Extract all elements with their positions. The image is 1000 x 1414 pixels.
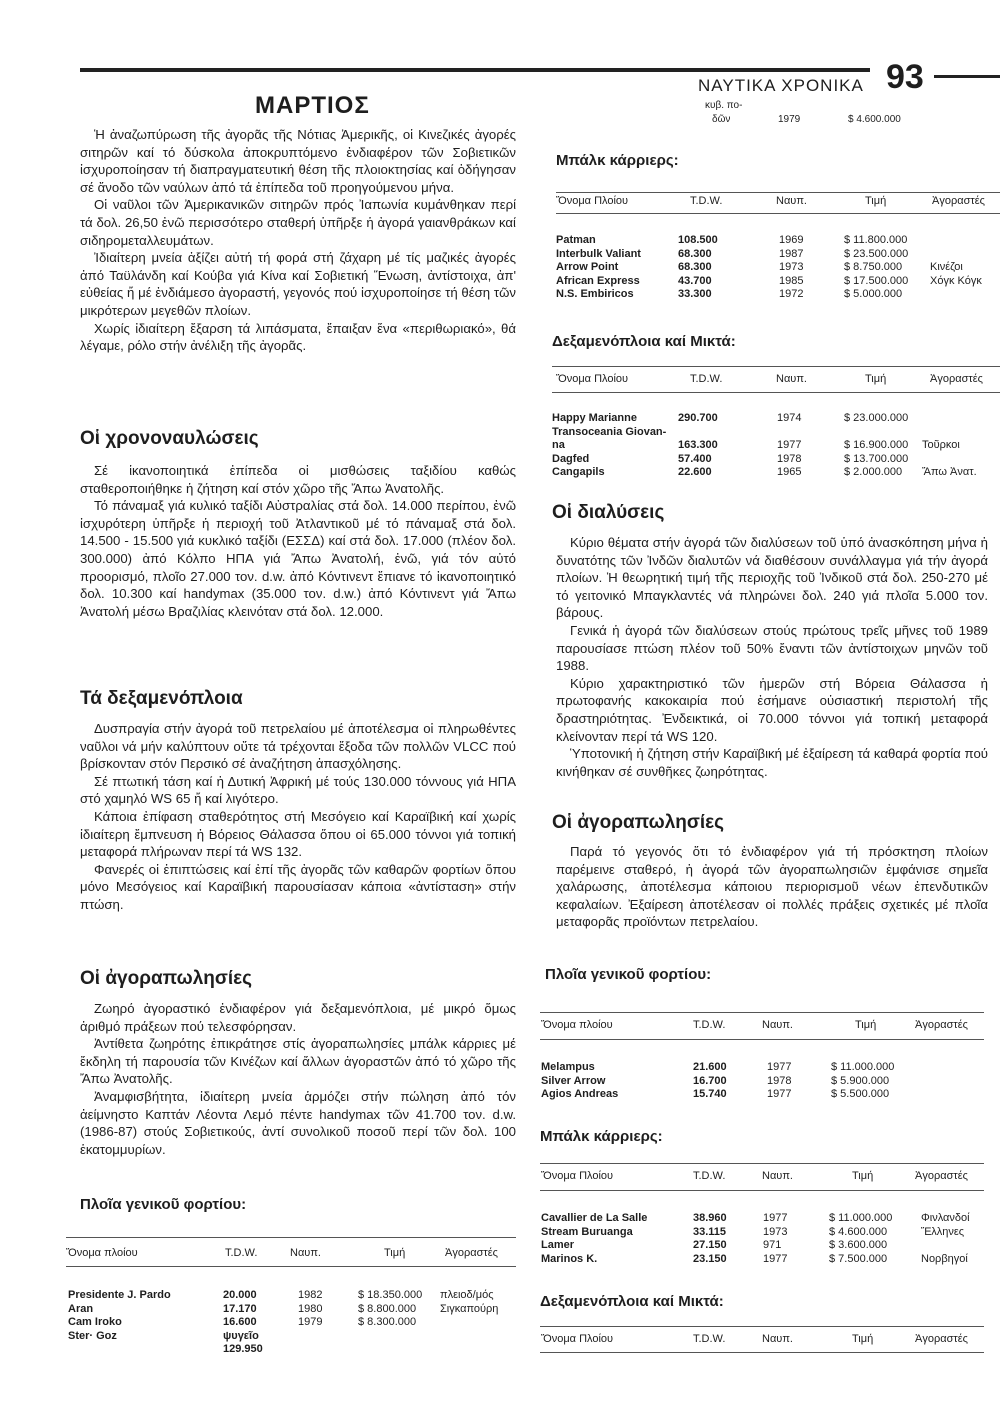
cell-ship-name: Agios Andreas <box>541 1088 619 1100</box>
col-header-name: Ὄνομα πλοίου <box>541 1019 613 1031</box>
section-paragraph: Ἀντίθετα ζωηρότης ἐπικράτησε στίς ἀγοραπωλησίες μπάλκ κάρριες μέ ἔκδηλη τή παρουσία τῶν Κινέζων καί ἄλλων ἀγοραστῶν ἀπό τό χῶρο τῆς Ἄπω Ἀνατολῆς. <box>80 1036 516 1087</box>
col-header-name: Ὄνομα πλοίου <box>66 1247 138 1259</box>
col-header-built: Ναυπ. <box>762 1019 793 1031</box>
cell-built: 1987 <box>779 247 804 260</box>
table-rule <box>66 1266 516 1267</box>
cell-price: $ 2.000.000 <box>844 466 903 478</box>
cell-price: $ 13.700.000 <box>844 452 909 465</box>
section-title-tankers: Τά δεξαμενόπλοια <box>80 688 243 709</box>
col-header-price: Τιμή <box>384 1247 406 1259</box>
section-paragraph: Σέ πτωτική τάση καί ἡ Δυτική Ἀφρική μέ τούς 130.000 τόννους γιά ΗΠΑ στό χαμηλό WS 65 ἤ καί λιγότερο. <box>80 773 516 807</box>
col-header-dwt: T.D.W. <box>225 1247 258 1259</box>
header-rule-left <box>80 68 870 72</box>
col-header-buyer: Ἀγοραστές <box>915 1170 968 1182</box>
tankers-text <box>80 720 516 914</box>
table-row <box>556 248 996 262</box>
section-paragraph: Τό πάναμαξ γιά κυλικό ταξίδι Αὐστραλίας στά δολ. 14.000 περίπου, ἐνῶ ἰσχυρότερη ὑπῆρξε ἡ περιοχή τοῦ Ἀτλαντικοῦ μέ τό πάναμαξ στά δολ. 14.500 - 15.500 γιά κυκλικό ταξίδι (ΕΣΣΔ) καί στά δολ. 17.000 (πλέον δολ. 300.000) ἀπό Κόλπο ΗΠΑ γιά Ἄπω Ἀνατολή, ἐνῶ, γιά τόν αὐτό προορισμό, πλοῖο 27.000 τον. d.w. ἀπό Κόντινεντ ἔπιανε τό ἱκανοποιητικό δολ. 10.300 καί handymax (35.000 τον. d.w.) ἀπό Κόντινεντ γιά Ἄπω Ἀνατολή μέσω Βραζιλίας κλεινόταν στά δολ. 12.000. <box>80 498 516 619</box>
cell-built: 1977 <box>763 1252 788 1265</box>
cell-dwt: 290.700 <box>678 412 718 424</box>
section-paragraph: Γενικά ἡ ἀγορά τῶν διαλύσεων στούς πρώτους τρεῖς μῆνες τοῦ 1989 παρουσίασε πτώση πλέον τοῦ 50% ἔναντι τῶν ἀντίστοιχων μηνῶν τοῦ 1988. <box>556 622 988 674</box>
table-rule <box>540 1163 984 1164</box>
table-title-general-cargo-left: Πλοῖα γενικοῦ φορτίου: <box>80 1196 247 1213</box>
cell-ship-name: Stream Buruanga <box>541 1225 633 1238</box>
table-row <box>556 275 996 289</box>
cell-dwt: 163.300 <box>678 439 718 451</box>
carryover-price: $ 4.600.000 <box>848 114 901 125</box>
cell-built: 1973 <box>779 261 804 273</box>
cell-buyer: Ἄπω Ἀνατ. <box>922 466 977 478</box>
col-header-built: Ναυπ. <box>762 1170 793 1182</box>
intro-paragraph: Ἡ ἀναζωπύρωση τῆς ἀγορᾶς τῆς Νότιας Ἀμερικῆς, οἱ Κινεζικές ἀγορές σιτηρῶν καί τό δύσκολα ἀποκρυπτόμενο ἐνδιαφέρον τῶν Σοβιετικῶν ἰσχυροποίησαν τή διαπραγματευτική θέση τῆς πλοιοκτησίας καί ὁδήγησαν σέ ἄνοδο τῶν ναύλων ἀπό τά ἐπίπεδα τοῦ προηγούμενου μήνα. <box>80 127 516 195</box>
table-rule <box>552 392 1000 393</box>
col-header-buyer: Ἀγοραστές <box>915 1333 968 1345</box>
cell-ship-name: Cavallier de La Salle <box>541 1212 648 1224</box>
intro-paragraph: Οἱ ναῦλοι τῶν Ἀμερικανικῶν σιτηρῶν πρός Ἰαπωνία κυμάνθηκαν περί τά δολ. 26,50 ἐνῶ περισσότερο σταθερή ὑπῆρξε ἡ ἀγορά γαιανθράκων καί σιδηρομεταλλευμάτων. <box>80 197 516 248</box>
cell-ship-name: Cangapils <box>552 466 605 478</box>
col-header-buyer: Ἀγοραστές <box>932 195 985 207</box>
cell-price: $ 23.000.000 <box>844 412 909 424</box>
table-title-tankers-2: Δεξαμενόπλοια καί Μικτά: <box>540 1293 724 1310</box>
cell-dwt: 108.500 <box>678 234 718 246</box>
carryover-year: 1979 <box>778 114 801 125</box>
table-row <box>556 288 996 302</box>
cell-ship-name: Cam Iroko <box>68 1316 122 1328</box>
cell-buyer: Νορβηγοί <box>921 1252 968 1265</box>
col-header-price: Τιμή <box>852 1333 874 1345</box>
cell-ship-name: Arrow Point <box>556 261 619 273</box>
cell-ship-name: Patman <box>556 234 596 246</box>
cell-dwt: 57.400 <box>678 452 712 465</box>
sales-left-text <box>80 1000 516 1158</box>
table-rule <box>540 1352 984 1353</box>
cell-built: 1977 <box>767 1088 792 1100</box>
cell-price: $ 8.800.000 <box>358 1302 417 1315</box>
cell-built: 1978 <box>777 452 802 465</box>
col-header-dwt: T.D.W. <box>693 1170 726 1182</box>
cell-buyer: Χόγκ Κόγκ <box>930 274 982 287</box>
col-header-dwt: T.D.W. <box>693 1333 726 1345</box>
section-title-time-charters: Οἱ χρονοναυλώσεις <box>80 428 259 449</box>
cell-price: $ 7.500.000 <box>829 1252 888 1265</box>
cell-dwt: 43.700 <box>678 274 712 287</box>
cell-built: 971 <box>763 1239 782 1251</box>
table-rule <box>540 1039 984 1040</box>
col-header-dwt: T.D.W. <box>690 373 723 385</box>
cell-ship-name: Happy Marianne <box>552 412 637 424</box>
section-paragraph: Ζωηρό ἀγοραστικό ἐνδιαφέρον γιά δεξαμενόπλοια, μέ μικρό ὅμως ἀριθμό πράξεων πού τελεσφόρησαν. <box>80 1001 516 1034</box>
table-rule <box>552 366 1000 367</box>
col-header-price: Τιμή <box>865 195 887 207</box>
cell-price: $ 5.500.000 <box>831 1088 890 1100</box>
table-title-bulk-1: Μπάλκ κάρριερς: <box>556 152 679 169</box>
table-rule <box>556 213 1000 214</box>
cell-price: $ 11.000.000 <box>829 1212 893 1224</box>
cell-dwt: 20.000 <box>223 1289 257 1301</box>
cell-dwt: 16.700 <box>693 1074 727 1087</box>
col-header-name: Ὄνομα Πλοίου <box>556 195 629 207</box>
cell-ship-name: Lamer <box>541 1239 575 1251</box>
section-paragraph: Κάποια ἐπίφαση σταθερότητος στή Μεσόγειο καί Καραϊβική καί χωρίς ἰδιαίτερη ἔμπνευση ἡ Βόρειος Θάλασσα ὅπου οἱ 65.000 τόννοι γιά τοπική μεταφορά πλήρωναν περί τά WS 132. <box>80 808 516 860</box>
table-row <box>552 466 992 480</box>
col-header-dwt: T.D.W. <box>693 1019 726 1031</box>
cell-ship-name: African Express <box>556 274 640 287</box>
cell-price: $ 16.900.000 <box>844 439 909 451</box>
cell-price: $ 11.800.000 <box>844 234 908 246</box>
cell-dwt: 68.300 <box>678 261 712 273</box>
table-row <box>552 426 992 440</box>
section-paragraph: Κύριο χαρακτηριστικό τῶν ἡμερῶν στή Βόρεια Θάλασσα ἡ πρωτοφανής κακοκαιρία πού ἐσήμανε οὐσιαστική περιστολή τῆς δραστηριότητας. Ἐνδεικτικά, οἱ 70.000 τόννοι γιά τοπική μεταφορά κλείνονταν περί τά WS 120. <box>556 675 988 744</box>
cell-dwt: 68.300 <box>678 247 712 260</box>
cell-price: $ 4.600.000 <box>829 1225 888 1238</box>
table-rule <box>540 1190 984 1191</box>
cell-dwt: 16.600 <box>223 1316 257 1328</box>
cell-built: 1965 <box>777 466 802 478</box>
col-header-buyer: Ἀγοραστές <box>445 1247 498 1259</box>
cell-built: 1973 <box>763 1225 788 1238</box>
cell-buyer: Σιγκαπούρη <box>440 1302 499 1315</box>
cell-ship-name: Marinos K. <box>541 1252 598 1265</box>
sales-right-text <box>556 843 988 931</box>
cell-built: 1978 <box>767 1074 792 1087</box>
cell-dwt: 17.170 <box>223 1302 257 1315</box>
month-title: ΜΑΡΤΙΟΣ <box>255 92 370 119</box>
cell-price: $ 3.600.000 <box>829 1239 888 1251</box>
cell-ship-name: Interbulk Valiant <box>556 247 641 260</box>
header-rule-right <box>934 75 1000 78</box>
table-row <box>541 1253 981 1267</box>
section-paragraph: Παρά τό γεγονός ὅτι τό ἐνδιαφέρον γιά τή πρόσκτηση πλοίων παρέμεινε σταθερό, ἡ ἀγορά τῶν ἀγοραπωλησιῶν ἐμφάνισε σημεῖα χαλάρωσης, ἀποτέλεσμα κάποιου περιορισμοῦ νέων ἐπενδυτικῶν κεφαλαίων. Ἐξαίρεση ἀποτέλεσαν οἱ πολλές πράξεις σχετικές μέ πλοῖα μεταφορᾶς προϊόντων πετρελαίου. <box>556 844 988 930</box>
col-header-price: Τιμή <box>852 1170 874 1182</box>
section-paragraph: Ἀναμφισβήτητα, ἰδιαίτερη μνεία ἁρμόζει στήν πώληση ἀπό τόν ἀείμνηστο Καπτάν Λέοντα Λεμό πέντε handymax τῶν 41.700 τον. d.w. (1986-87) στούς Σοβιετικούς, ἀντί συνολικοῦ ποσοῦ περί τῶν δολ. 100 ἑκατομμυρίων. <box>80 1088 516 1157</box>
table-title-bulk-2: Μπάλκ κάρριερς: <box>540 1128 663 1145</box>
cell-built: 1977 <box>763 1212 788 1224</box>
cell-price: $ 17.500.000 <box>844 274 909 287</box>
cell-dwt: 33.300 <box>678 288 712 300</box>
cell-dwt: 27.150 <box>693 1239 727 1251</box>
col-header-price: Τιμή <box>865 373 887 385</box>
cell-built: 1982 <box>298 1289 323 1301</box>
table-row <box>68 1330 508 1344</box>
cell-buyer: Κινέζοι <box>930 261 963 273</box>
intro-paragraph: Ἰδιαίτερη μνεία ἀξίζει αὐτή τή φορά στή ζάχαρη μέ τίς μαζικές ἀγορές ἀπό Ταϋλάνδη καί Κούβα γιά Κίνα καί Σοβιετική Ἕνωση, ἀντίστοιχα, ἀπ' εὐθείας ἤ μέ ἐνδιάμεσο ἀγοραστή, γεγονός πού ἰσχυροποίησε τή θέση τῶν μικρότερων μεγεθῶν πλοίων. <box>80 250 516 318</box>
table-row <box>68 1289 508 1303</box>
table-rule <box>540 1326 984 1327</box>
col-header-built: Ναυπ. <box>762 1333 793 1345</box>
cell-price: $ 23.500.000 <box>844 247 909 260</box>
cell-ship-name: Ster· Goz <box>68 1329 117 1342</box>
section-title-sales-right: Οἱ ἀγοραπωλησίες <box>552 812 725 833</box>
cell-ship-name: Aran <box>68 1302 94 1315</box>
col-header-built: Ναυπ. <box>290 1247 321 1259</box>
cell-ship-name: Presidente J. Pardo <box>68 1289 171 1301</box>
cell-ship-name: Transoceania Giovan- <box>552 425 667 438</box>
cell-price: $ 8.750.000 <box>844 261 903 273</box>
table-title-tankers-1: Δεξαμενόπλοια καί Μικτά: <box>552 333 736 350</box>
col-header-built: Ναυπ. <box>776 195 807 207</box>
cell-price: $ 5.000.000 <box>844 288 903 300</box>
cell-ship-name: Silver Arrow <box>541 1074 606 1087</box>
cell-dwt: 33.115 <box>693 1225 727 1238</box>
table-row <box>541 1226 981 1240</box>
cell-built: 1980 <box>298 1302 323 1315</box>
table-title-general-cargo-right: Πλοῖα γενικοῦ φορτίου: <box>545 966 712 983</box>
cell-built: 1974 <box>777 412 802 424</box>
cell-built: 1979 <box>298 1316 323 1328</box>
section-paragraph: Σέ ἱκανοποιητικά ἐπίπεδα οἱ μισθώσεις ταξιδίου καθώς σταθεροποιήθηκε ἡ ζήτηση καί στόν χῶρο τῆς Ἄπω Ἀνατολῆς. <box>80 463 516 496</box>
demolition-text <box>556 534 988 780</box>
table-row <box>556 261 996 275</box>
table-row <box>68 1303 508 1317</box>
cell-built: 1985 <box>779 274 804 287</box>
cell-dwt: 23.150 <box>693 1252 727 1265</box>
table-row <box>541 1088 981 1102</box>
table-row <box>68 1316 508 1330</box>
section-paragraph: Ὑποτονική ἡ ζήτηση στήν Καραϊβική μέ ἐξαίρεση τά καθαρά φορτία πού κινήθηκαν σέ συνθῆκες ζωηρότητας. <box>556 746 988 779</box>
col-header-buyer: Ἀγοραστές <box>930 373 983 385</box>
cell-dwt: 129.950 <box>223 1343 263 1355</box>
carryover-line1: κυβ. πο- <box>705 100 743 111</box>
table-rule <box>540 1012 984 1013</box>
page-number: 93 <box>886 58 924 96</box>
section-title-demolition: Οἱ διαλύσεις <box>552 502 665 523</box>
cell-dwt: 21.600 <box>693 1061 727 1073</box>
cell-dwt: 38.960 <box>693 1212 727 1224</box>
col-header-name: Ὄνομα Πλοίου <box>541 1170 614 1182</box>
cell-built: 1977 <box>767 1061 792 1073</box>
cell-built: 1969 <box>779 234 804 246</box>
cell-dwt: 22.600 <box>678 466 712 478</box>
cell-buyer: Φινλανδοί <box>921 1212 970 1224</box>
intro-paragraph: Χωρίς ἰδιαίτερη ἔξαρση τά λιπάσματα, ἔπαιξαν ἕνα «περιθωριακό», θά λέγαμε, ρόλο στήν ἀνέλιξη τῆς ἀγορᾶς. <box>80 320 516 354</box>
table-row <box>556 234 996 248</box>
table-row <box>552 412 992 426</box>
cell-price: $ 5.900.000 <box>831 1074 890 1087</box>
carryover-line2: δῶν <box>712 114 731 125</box>
cell-ship-name: Melampus <box>541 1061 595 1073</box>
table-rule <box>66 1237 516 1238</box>
table-rule <box>556 192 1000 193</box>
cell-price: $ 8.300.000 <box>358 1316 417 1328</box>
section-paragraph: Φανερές οἱ ἐπιπτώσεις καί ἐπί τῆς ἀγορᾶς τῶν καθαρῶν φορτίων ὅπου μόνο Μεσόγειος καί Καραϊβική παρουσίασαν κάποια «ἀντίσταση» στήν πτώση. <box>80 861 516 912</box>
cell-ship-name: N.S. Embiricos <box>556 288 634 300</box>
section-paragraph: Δυσπραγία στήν ἀγορά τοῦ πετρελαίου μέ ἀποτέλεσμα οἱ πληρωθέντες ναῦλοι νά μήν καλύπτουν οὔτε τά τρέχονται ἔξοδα τῶν πολλῶν VLCC πού βρίσκονταν στόν Περσικό σέ ἀναζήτηση ἀπασχόλησης. <box>80 721 516 772</box>
col-header-price: Τιμή <box>855 1019 877 1031</box>
cell-dwt: ψυγεῖο <box>223 1329 259 1342</box>
cell-buyer: Ἕλληνες <box>921 1225 965 1238</box>
cell-ship-name: Dagfed <box>552 452 590 465</box>
section-paragraph: Κύριο θέματα στήν ἀγορά τῶν διαλύσεων τοῦ ὑπό ἀνασκόπηση μήνα ἡ δυνατότης τῶν Ἰνδῶν διαλυτῶν νά διαθέσουν συνάλλαγμα γιά τήν ἀγορά πλοίων. Ἡ θεωρητική τιμή τῆς περιοχῆς τοῦ Ἰνδικοῦ στά δολ. 250-270 μέ τό γειτονικό Μπαγκλαντές νά πληρώνει δολ. 240 γιά πλοῖα 5.000 τον. βάρους. <box>556 535 988 621</box>
magazine-title: ΝΑΥΤΙΚΑ ΧΡΟΝΙΚΑ <box>698 76 864 95</box>
cell-ship-name: na <box>552 439 565 451</box>
col-header-built: Ναυπ. <box>776 373 807 385</box>
cell-price: $ 11.000.000 <box>831 1061 895 1073</box>
table-row <box>541 1075 981 1089</box>
cell-price: $ 18.350.000 <box>358 1289 423 1301</box>
table-row <box>541 1061 981 1075</box>
col-header-name: Ὄνομα Πλοίου <box>556 373 629 385</box>
cell-built: 1977 <box>777 439 802 451</box>
time-charters-text <box>80 462 516 620</box>
intro-text <box>80 126 516 355</box>
col-header-buyer: Ἀγοραστές <box>915 1019 968 1031</box>
table-row <box>68 1343 508 1357</box>
table-row <box>552 453 992 467</box>
cell-buyer: Τοῦρκοι <box>922 439 960 451</box>
section-title-sales-left: Οἱ ἀγοραπωλησίες <box>80 968 253 989</box>
cell-buyer: πλειοδ/μός <box>440 1289 494 1301</box>
col-header-name: Ὄνομα Πλοίου <box>541 1333 614 1345</box>
table-row <box>541 1212 981 1226</box>
table-row <box>541 1239 981 1253</box>
col-header-dwt: T.D.W. <box>690 195 723 207</box>
table-row <box>552 439 992 453</box>
cell-dwt: 15.740 <box>693 1088 727 1100</box>
cell-built: 1972 <box>779 288 804 300</box>
